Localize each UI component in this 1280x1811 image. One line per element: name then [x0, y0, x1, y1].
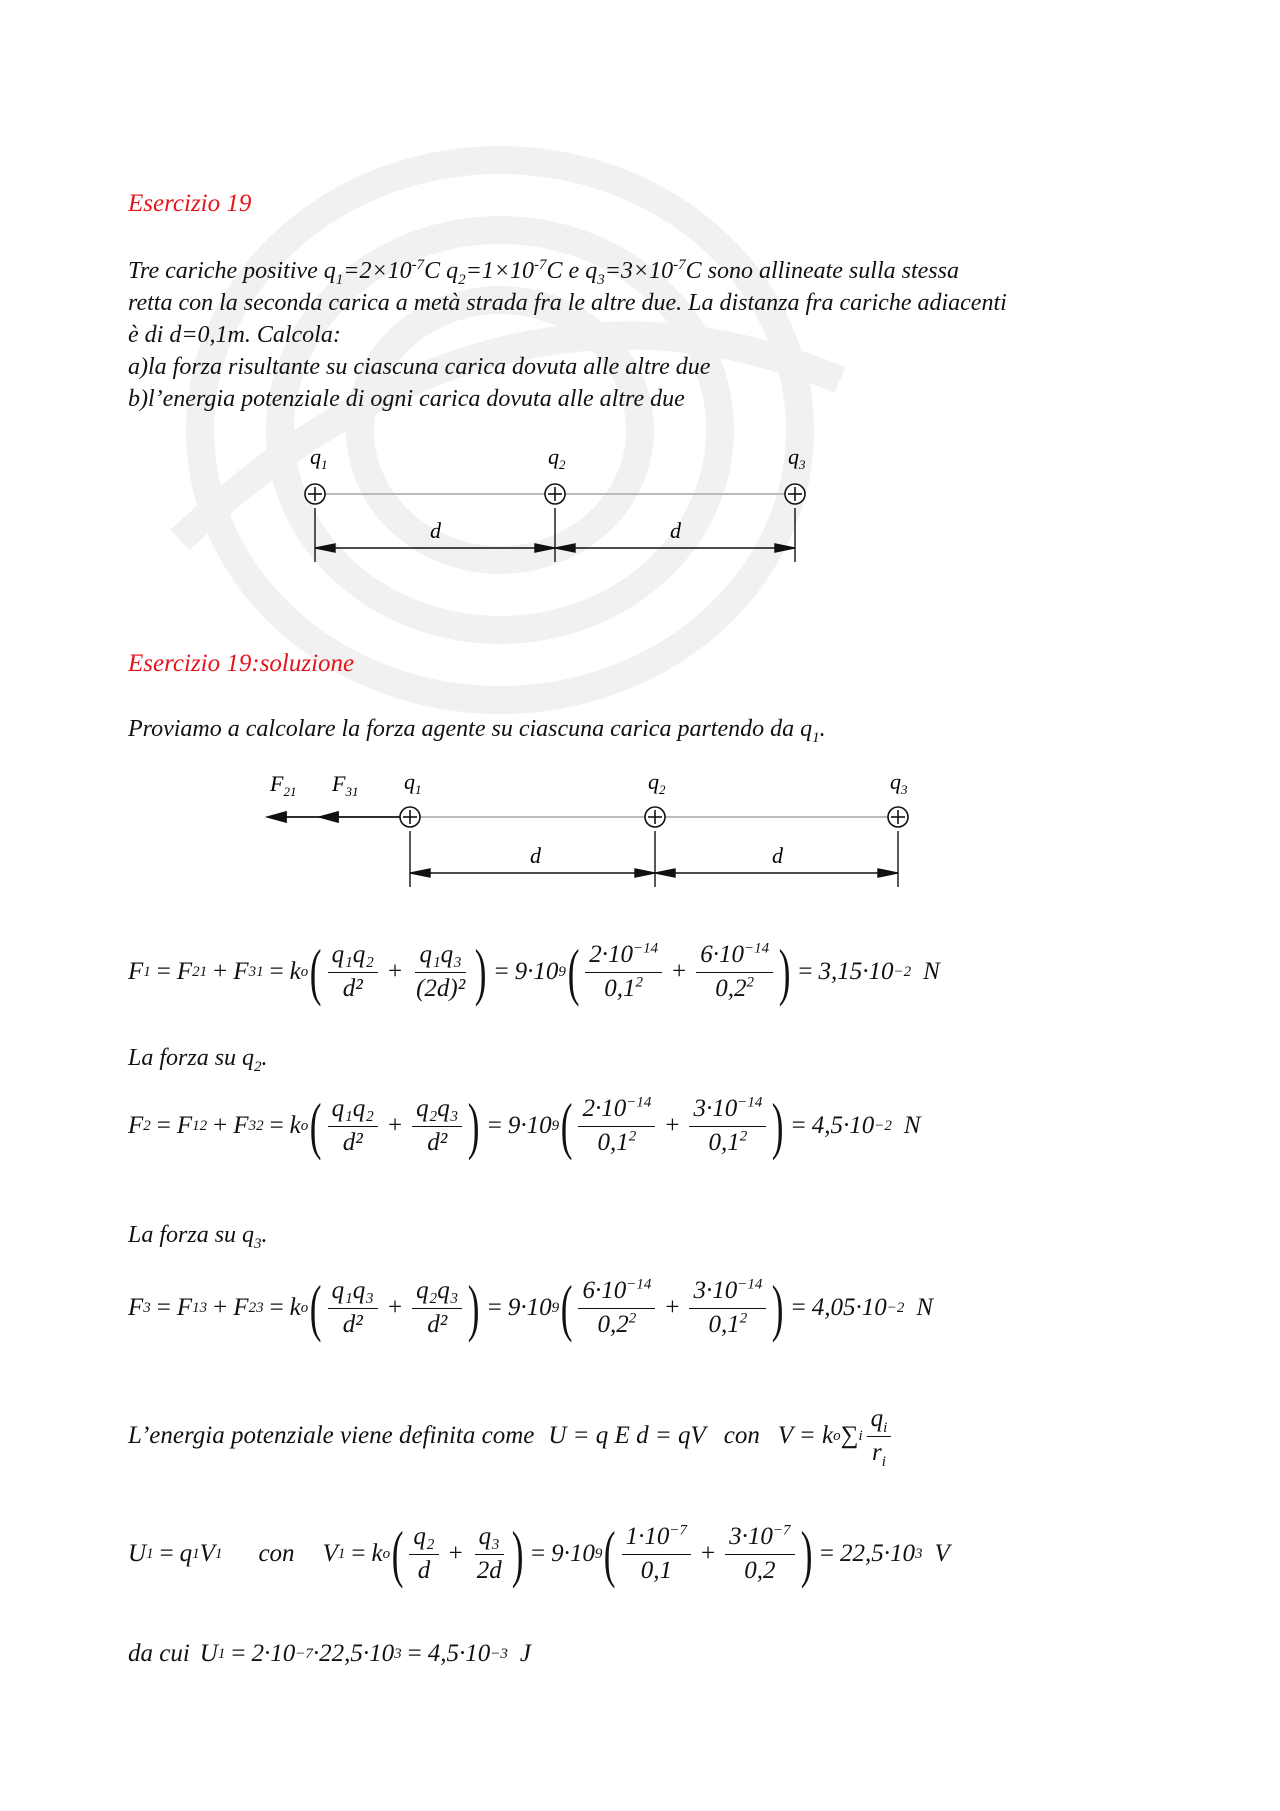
charges-diagram	[290, 440, 830, 580]
label-q3: $q_3$	[890, 769, 908, 797]
label-force-q2: La forza su $q_2$.	[128, 1045, 268, 1075]
distance-label-2: d	[670, 518, 681, 543]
force-arrows	[268, 812, 408, 822]
forces-diagram	[260, 765, 920, 900]
exercise-text-line2: retta con la seconda carica a metà strada fra le altre due. La distanza fra cariche adiacenti	[128, 290, 1007, 316]
distance-label-1: d	[530, 843, 541, 868]
label-q2: $q_2$	[648, 769, 666, 797]
equation-f3: F 3 = F 13 + F 23 = k o ( $\frac{\text{q₁q₃}}{\text{d²}}$ + $\frac{\text{q₂q₃}}{\text{d²}}$ ) = 9·10 9 ( $\frac{6\cdot 10^{-14}}{0,2^2}$ + $\frac{3\cdot 10^{-14}}{0,1^2}$ ) = 4,05·10 −2 N	[128, 1272, 934, 1343]
charge-q3	[785, 484, 805, 504]
equation-f1: F 1 = F 21 + F 31 = k o ( $\frac{\text{q₁q₂}}{\text{d²}}$ + $\frac{\text{q₁q₃}}{\text{(2d)²}}$ ) = 9·10 9 ( $\frac{2\cdot 10^{-14}}{0,1^2}$ + $\frac{6\cdot 10^{-14}}{0,2^2}$ ) = 3,15·10 −2 N	[128, 936, 940, 1007]
exercise-text-line1: Tre cariche positive $q_1=2\times 10^{-7}C$ $q_2=1\times 10^{-7}C$ e $q_3=3\times 10^{-7}C$ sono allineate sulla stessa	[128, 257, 959, 288]
charge-q2	[545, 484, 565, 504]
final-result: da cui U 1 = 2·10 −7 ·22,5·10 3 = 4,5·10 −3 J	[128, 1640, 531, 1667]
exercise-item-a: a)la forza risultante su ciascuna carica dovuta alle altre due	[128, 354, 711, 380]
equation-u1: U 1 = q 1 V 1 con V 1 = k o ( $\frac{\text{q₂}}{d}$ + $\frac{\text{q₃}}{2d}$ ) = 9·10 9 ( $\frac{1\cdot 10^{-7}}{0,1}$ + $\frac{3\cdot 10^{-7}}{0,2}$ ) = 22,5·10 3 V	[128, 1518, 950, 1589]
label-force-q3: La forza su $q_3$.	[128, 1222, 268, 1252]
label-q3: $q_3$	[788, 444, 806, 472]
label-q1: $q_1$	[404, 769, 422, 797]
label-q1: $q_1$	[310, 444, 328, 472]
charge-q1	[400, 807, 420, 827]
solution-intro: Proviamo a calcolare la forza agente su ciascuna carica partendo da $q_1$.	[128, 716, 826, 746]
charge-q3	[888, 807, 908, 827]
solution-title: Esercizio 19:soluzione	[128, 650, 355, 677]
label-q2: $q_2$	[548, 444, 566, 472]
label-f21: $F_{21}$	[270, 771, 297, 799]
charge-q2	[645, 807, 665, 827]
charge-q1	[305, 484, 325, 504]
exercise-item-b: b)l’energia potenziale di ogni carica dovuta alle altre due	[128, 386, 685, 412]
exercise-text-line3: è di d=0,1m. Calcola:	[128, 322, 341, 348]
label-f31: $F_{31}$	[332, 771, 359, 799]
distance-label-1: d	[430, 518, 441, 543]
distance-label-2: d	[772, 843, 783, 868]
energy-definition: L’energia potenziale viene definita come U = q E d = qV con V = k o ∑ i $\frac{q_i}{r_i}$	[128, 1405, 895, 1468]
exercise-title: Esercizio 19	[128, 190, 252, 217]
equation-f2: F 2 = F 12 + F 32 = k o ( $\frac{\text{q₁q₂}}{\text{d²}}$ + $\frac{\text{q₂q₃}}{\text{d²}}$ ) = 9·10 9 ( $\frac{2\cdot 10^{-14}}{0,1^2}$ + $\frac{3\cdot 10^{-14}}{0,1^2}$ ) = 4,5·10 −2 N	[128, 1090, 921, 1161]
